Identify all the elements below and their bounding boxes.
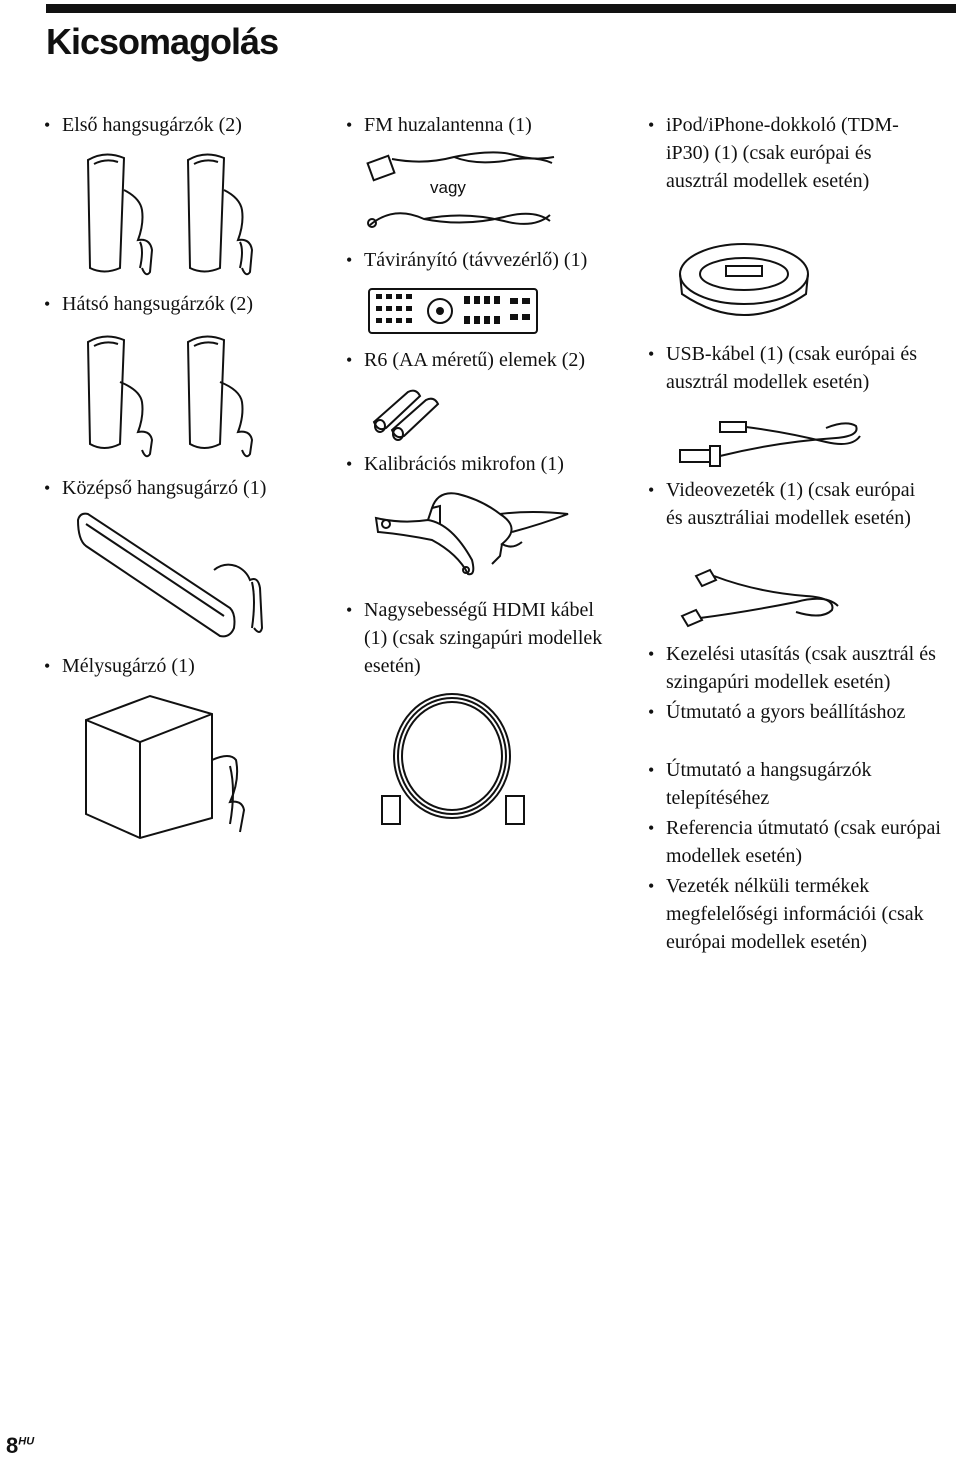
- item-center-speaker: • Középső hangsugárzó (1): [44, 474, 266, 502]
- page-language: HU: [18, 1435, 35, 1448]
- item-rear-speakers: • Hátsó hangsugárzók (2): [44, 290, 253, 318]
- rear-speakers-illustration: [80, 332, 280, 462]
- item-hdmi: • Nagysebességű HDMI kábel (1) (csak szingapúri modellek esetén): [346, 596, 614, 680]
- item-video-cable: • Videovezeték (1) (csak európai és ausztráliai modellek esetén): [648, 476, 936, 532]
- doc-item-3: • Útmutató a hangsugárzók telepítéséhez: [648, 756, 956, 812]
- batteries-illustration: [368, 386, 448, 442]
- item-batteries: • R6 (AA méretű) elemek (2): [346, 346, 585, 374]
- doc-item-4: • Referencia útmutató (csak európai modellek esetén): [648, 814, 956, 870]
- item-subwoofer: • Mélysugárzó (1): [44, 652, 195, 680]
- page-number-value: 8: [6, 1433, 19, 1458]
- top-rule: [46, 4, 956, 13]
- doc-item-2: • Útmutató a gyors beállításhoz: [648, 698, 956, 726]
- video-cable-illustration: [676, 566, 846, 636]
- usb-cable-illustration: [676, 402, 866, 472]
- center-speaker-illustration: [74, 510, 274, 645]
- item-front-speakers: • Első hangsugárzók (2): [44, 111, 242, 139]
- front-speakers-illustration: [80, 150, 280, 280]
- calibration-mic-illustration: [372, 484, 572, 584]
- item-mic: • Kalibrációs mikrofon (1): [346, 450, 564, 478]
- page-title: Kicsomagolás: [46, 21, 279, 62]
- page-number: [6, 1433, 34, 1459]
- remote-control-illustration: [368, 288, 540, 336]
- item-fm-antenna: • FM huzalantenna (1): [346, 111, 532, 139]
- item-usb-cable: • USB-kábel (1) (csak európai és ausztrál modellek esetén): [648, 340, 936, 396]
- item-remote: • Távirányító (távvezérlő) (1): [346, 246, 587, 274]
- subwoofer-illustration: [80, 690, 280, 850]
- doc-item-5: • Vezeték nélküli termékek megfelelőségi információi (csak európai modellek esetén): [648, 872, 956, 956]
- hdmi-cable-illustration: [378, 686, 528, 836]
- item-ipod-dock: • iPod/iPhone-dokkoló (TDM-iP30) (1) (csak európai és ausztrál modellek esetén): [648, 111, 936, 195]
- or-label: vagy: [430, 178, 466, 197]
- ipod-dock-illustration: [676, 240, 816, 325]
- doc-item-1: • Kezelési utasítás (csak ausztrál és szingapúri modellek esetén): [648, 640, 956, 696]
